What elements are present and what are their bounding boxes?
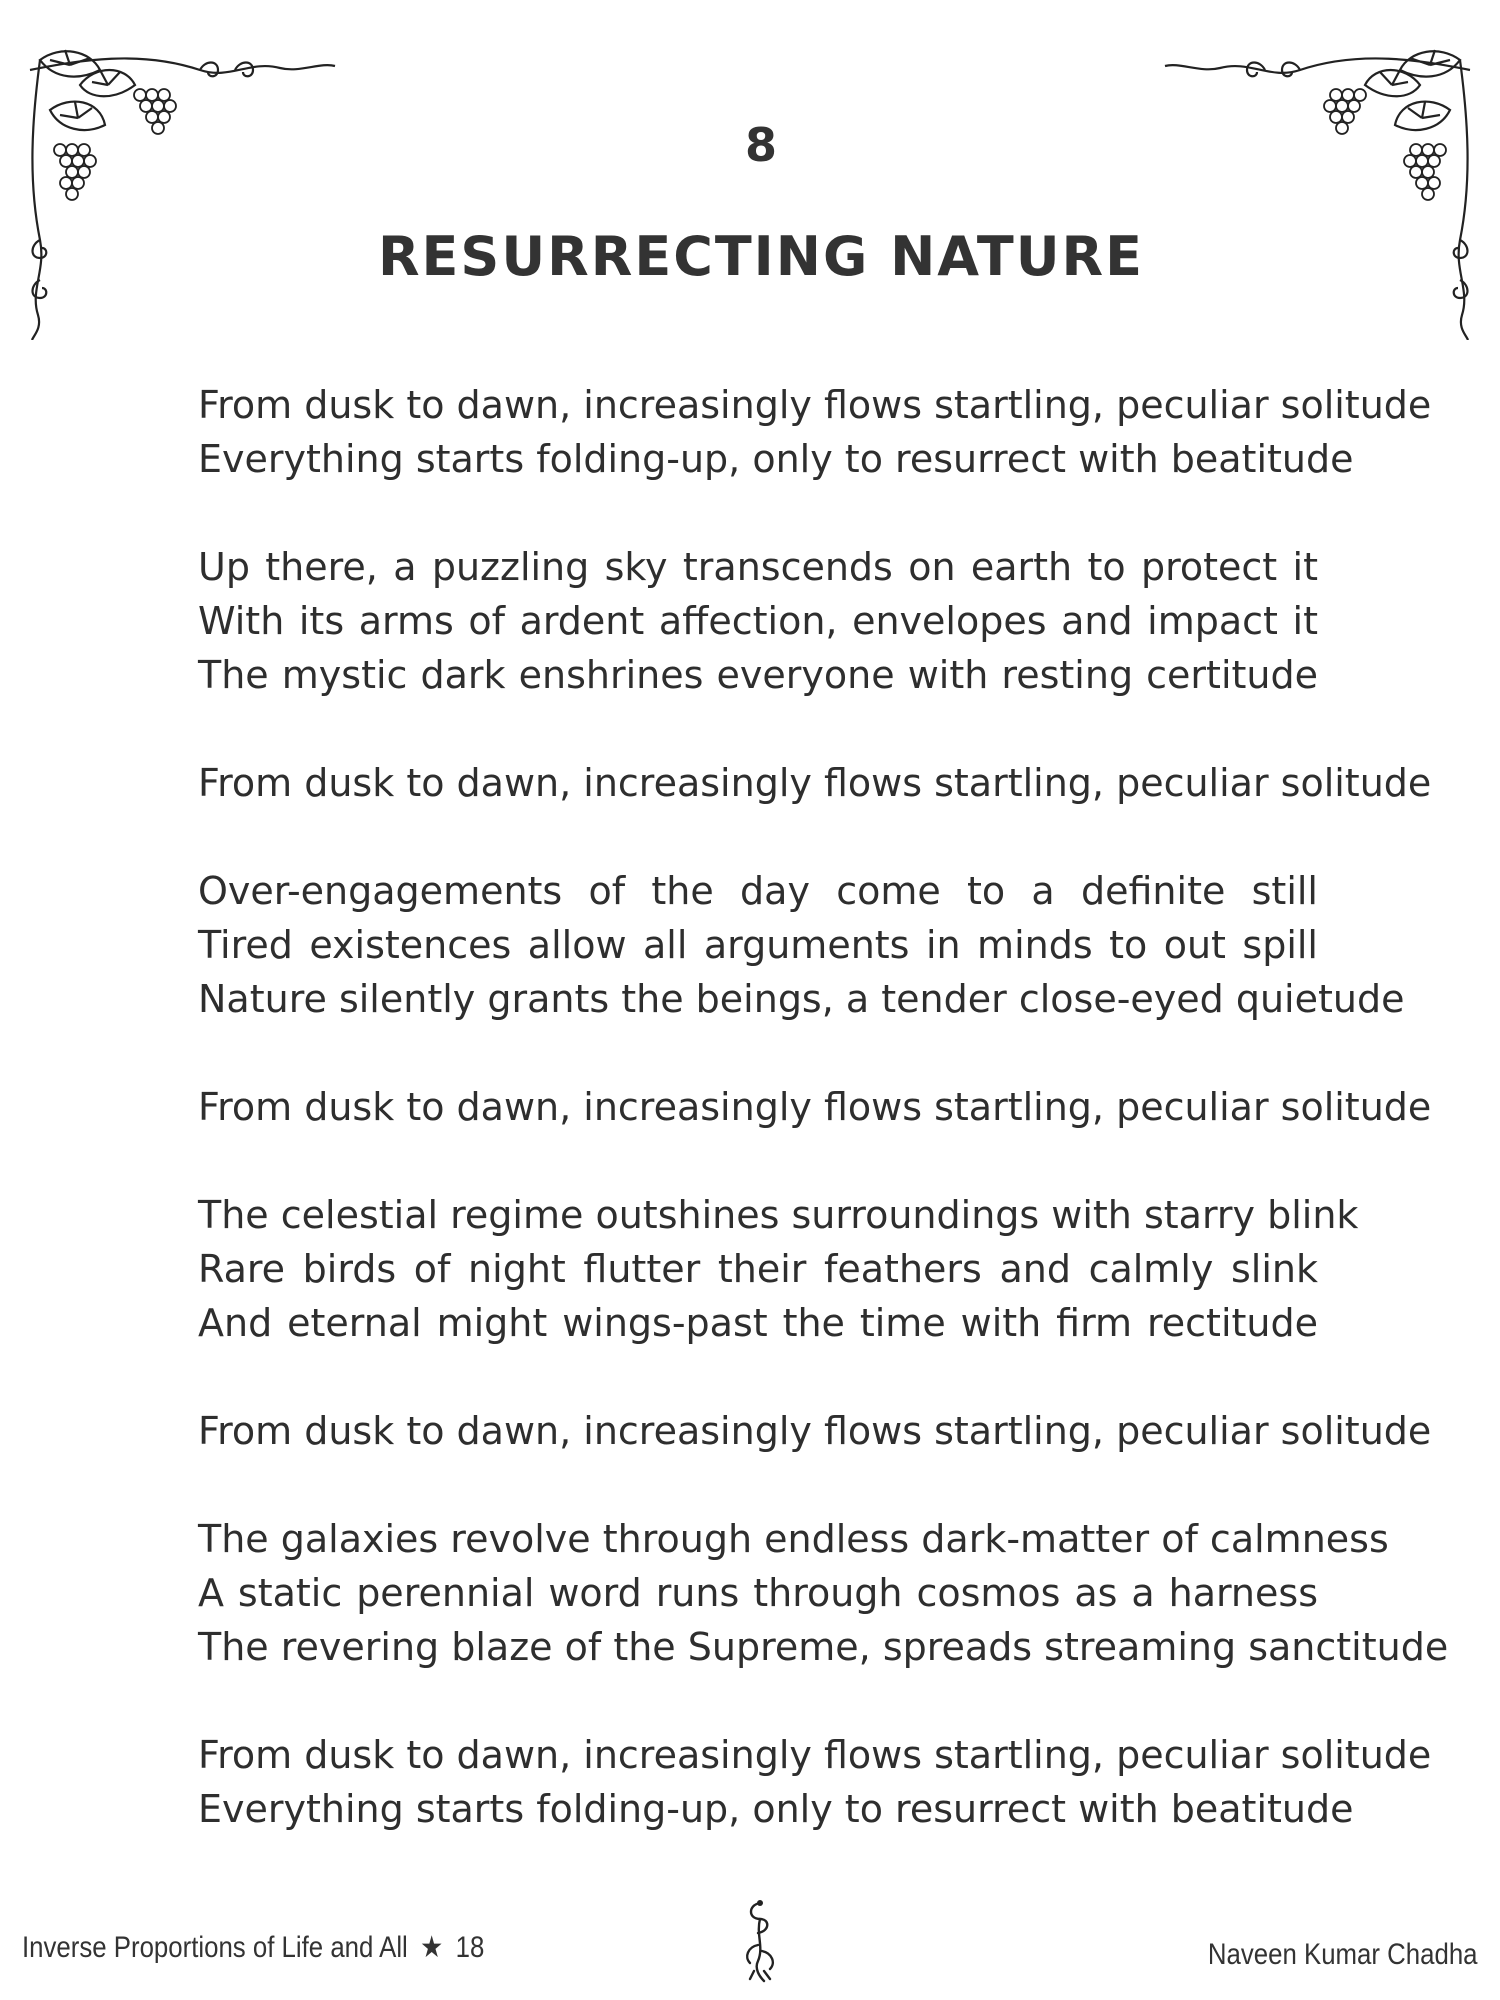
stanza bbox=[198, 1188, 1359, 1350]
poem-line: Everything starts folding-up, only to resurrect with beatitude bbox=[198, 437, 1354, 481]
refrain-stanza bbox=[198, 1404, 1432, 1458]
poem-line: Up there, a puzzling sky transcends on earth to protect it bbox=[198, 545, 1318, 589]
footer-book-title: Inverse Proportions of Life and All bbox=[22, 1931, 408, 1964]
star-icon: ★ bbox=[420, 1931, 444, 1964]
refrain-line: From dusk to dawn, increasingly flows startling, peculiar solitude bbox=[198, 1085, 1432, 1129]
poem-line: The revering blaze of the Supreme, spreads streaming sanctitude bbox=[198, 1625, 1449, 1669]
poem-line: From dusk to dawn, increasingly flows startling, peculiar solitude bbox=[198, 383, 1432, 427]
poem-line: With its arms of ardent affection, envelopes and impact it bbox=[198, 599, 1318, 643]
poem-line: Over-engagements of the day come to a definite still bbox=[198, 869, 1318, 913]
stanza bbox=[198, 1728, 1432, 1836]
poem-line: Rare birds of night flutter their feathers and calmly slink bbox=[198, 1247, 1318, 1291]
poem-line: Tired existences allow all arguments in minds to out spill bbox=[198, 923, 1318, 967]
footer-author: Naveen Kumar Chadha bbox=[1208, 1938, 1478, 1971]
poem-line: A static perennial word runs through cosmos as a harness bbox=[198, 1571, 1318, 1615]
flourish-ornament-icon bbox=[730, 1895, 790, 1985]
refrain-line: From dusk to dawn, increasingly flows startling, peculiar solitude bbox=[198, 1409, 1432, 1453]
corner-vine-ornament-right bbox=[1160, 40, 1480, 340]
poem-line: From dusk to dawn, increasingly flows startling, peculiar solitude bbox=[198, 1733, 1432, 1777]
refrain-stanza bbox=[198, 1080, 1432, 1134]
poem-line: The celestial regime outshines surroundings with starry blink bbox=[198, 1193, 1359, 1237]
stanza bbox=[198, 378, 1432, 486]
footer-page-number: 18 bbox=[455, 1931, 485, 1964]
corner-vine-ornament-left bbox=[20, 40, 340, 340]
poem-line: Nature silently grants the beings, a tender close-eyed quietude bbox=[198, 977, 1405, 1021]
poem-line: The mystic dark enshrines everyone with resting certitude bbox=[198, 653, 1318, 697]
poem-title: RESURRECTING NATURE bbox=[377, 225, 1145, 288]
poem-body bbox=[198, 378, 1449, 1890]
refrain-stanza bbox=[198, 756, 1432, 810]
stanza bbox=[198, 864, 1405, 1026]
stanza bbox=[198, 540, 1318, 702]
poem-line: Everything starts folding-up, only to resurrect with beatitude bbox=[198, 1787, 1354, 1831]
stanza bbox=[198, 1512, 1449, 1674]
footer-book-info bbox=[22, 1930, 484, 1965]
refrain-line: From dusk to dawn, increasingly flows startling, peculiar solitude bbox=[198, 761, 1432, 805]
poem-line: The galaxies revolve through endless dark-matter of calmness bbox=[198, 1517, 1389, 1561]
poem-line: And eternal might wings-past the time with firm rectitude bbox=[198, 1301, 1318, 1345]
poem-number: 8 bbox=[744, 118, 777, 172]
